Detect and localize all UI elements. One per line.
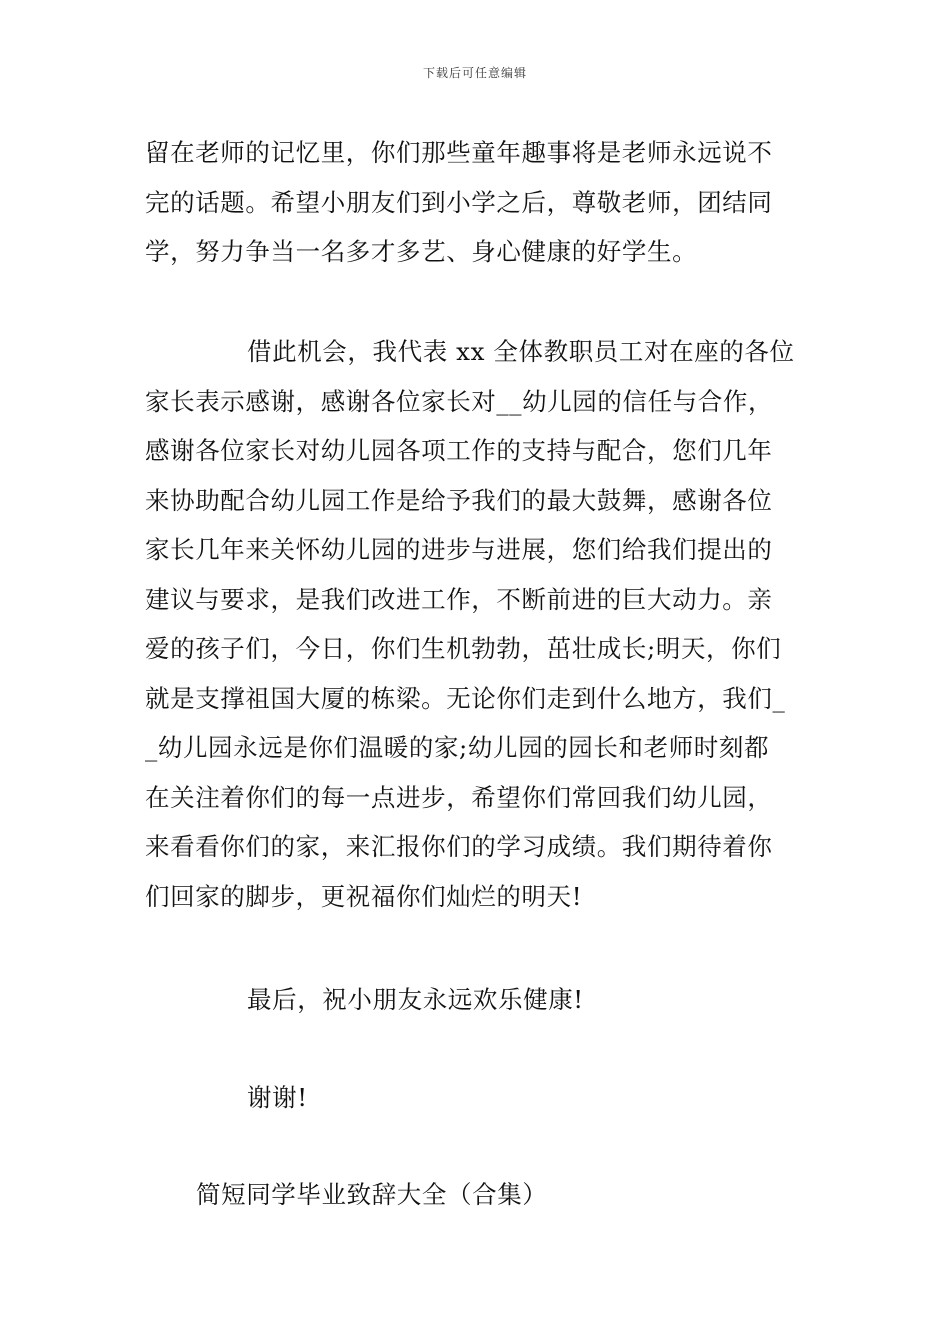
paragraph-final-wish <box>247 975 917 1025</box>
section-title: 简短同学毕业致辞大全（合集） <box>196 1180 548 1209</box>
paragraph-line: 爱的孩子们，今日，你们生机勃勃，茁壮成长;明天，你们 <box>145 634 782 663</box>
paragraph-line: 最后，祝小朋友永远欢乐健康! <box>247 985 584 1014</box>
paragraph-line: 家长几年来关怀幼儿园的进步与进展，您们给我们提出的 <box>145 535 773 564</box>
page-header: 下载后可任意编辑 <box>422 66 527 80</box>
paragraph-closing-wishes <box>145 128 815 277</box>
paragraph-line: 留在老师的记忆里，你们那些童年趣事将是老师永远说不 <box>145 138 773 167</box>
paragraph-line: 们回家的脚步，更祝福你们灿烂的明天! <box>145 881 583 911</box>
paragraph-line: 谢谢! <box>247 1083 308 1112</box>
paragraph-line: 建议与要求，是我们改进工作，不断前进的巨大动力。亲 <box>145 584 773 614</box>
paragraph-line: 家长表示感谢，感谢各位家长对__幼儿园的信任与合作， <box>145 386 774 416</box>
paragraph-line: 完的话题。希望小朋友们到小学之后，尊敬老师，团结同 <box>145 187 773 217</box>
paragraph-line: 在关注着你们的每一点进步，希望你们常回我们幼儿园， <box>145 782 773 812</box>
paragraph-line: 来看看你们的家，来汇报你们的学习成绩。我们期待着你 <box>145 832 773 861</box>
paragraph-line: 来协助配合幼儿园工作是给予我们的最大鼓舞，感谢各位 <box>145 485 773 515</box>
paragraph-thank-you <box>247 1073 917 1123</box>
paragraph-line: 就是支撑祖国大厦的栋梁。无论你们走到什么地方，我们_ <box>145 683 786 713</box>
paragraph-line: 感谢各位家长对幼儿园各项工作的支持与配合，您们几年 <box>145 436 773 465</box>
paragraph-line: _幼儿园永远是你们温暖的家;幼儿园的园长和老师时刻都 <box>145 733 770 762</box>
paragraph-thanks-parents <box>145 327 815 921</box>
paragraph-line: 学，努力争当一名多才多艺、身心健康的好学生。 <box>145 237 698 266</box>
paragraph-line: 借此机会，我代表 xx 全体教职员工对在座的各位 <box>247 337 795 366</box>
